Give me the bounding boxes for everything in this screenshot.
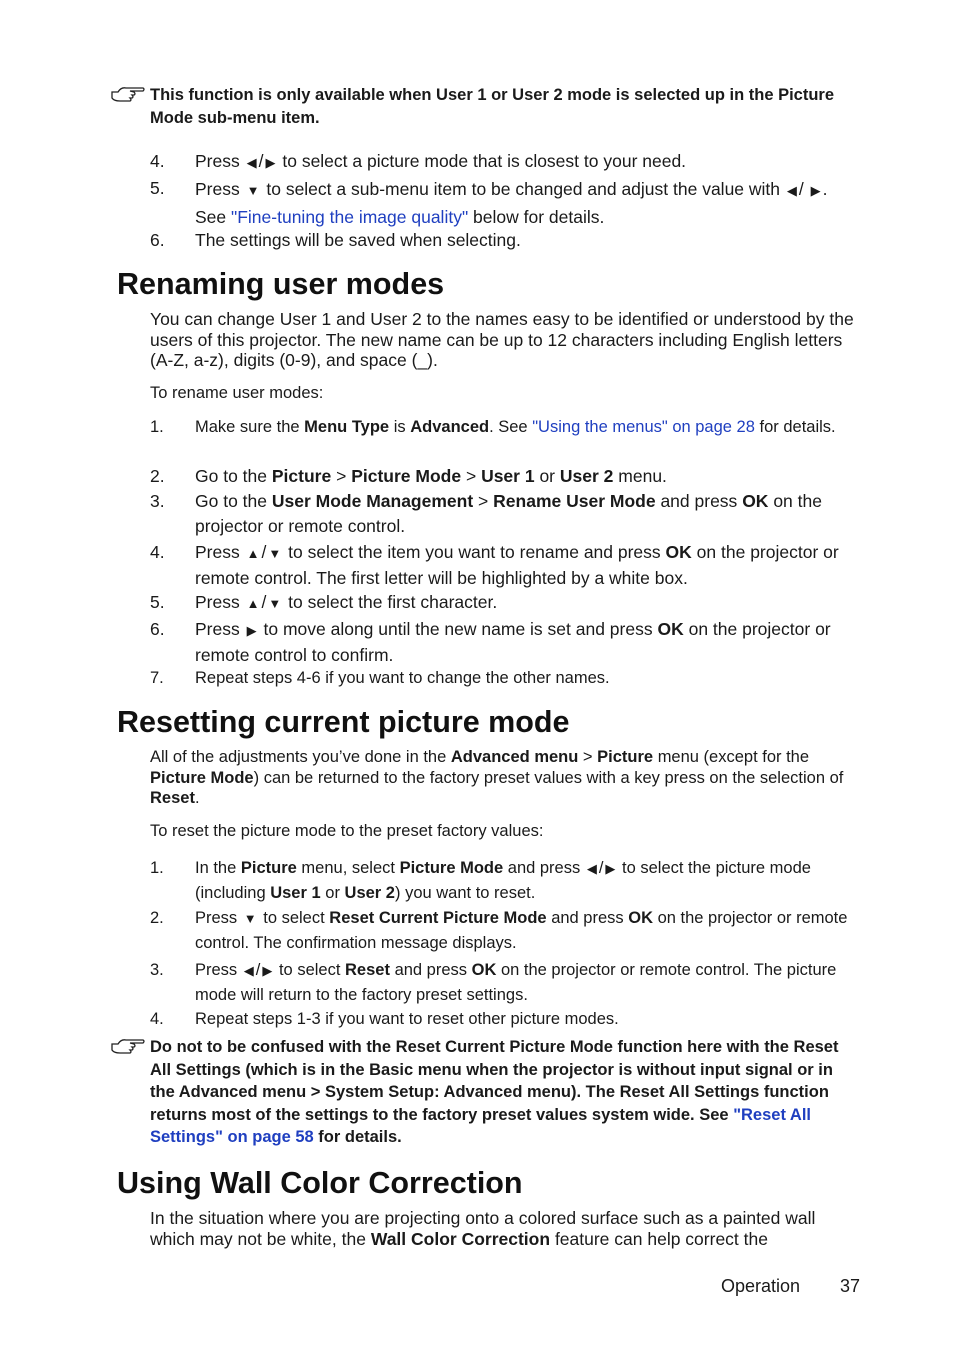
step-6: 6. The settings will be saved when selecting. [150,230,521,250]
heading-resetting-picture-mode: Resetting current picture mode [117,705,570,739]
down-arrow-icon: ▼ [268,546,282,561]
step-4: 4. Press ◀ / ▶ to select a picture mode that is closest to your need. [150,149,860,175]
reset-step-1: 1. In the Picture menu, select Picture Mode and press ◀ / ▶ to select the picture mode (including User 1 or User 2) you want to reset. [150,856,860,906]
note-text: This function is only available when User 1 or User 2 mode is selected up in the Picture Mode sub-menu item. [150,86,835,127]
section2-intro: All of the adjustments you’ve done in the Advanced menu > Picture menu (except for the Picture Mode) can be returned to the factory preset values with a key press on the selection of Reset. [150,748,844,807]
right-arrow-icon: ▶ [265,155,276,170]
right-arrow-icon: ▶ [246,623,257,638]
rename-step-4: 4. Press ▲ / ▼ to select the item you want to rename and press OK on the projector or remote control. The first letter will be highlighted by a white box. [150,542,839,588]
left-arrow-icon: ◀ [246,155,257,170]
right-arrow-icon: ▶ [605,861,616,876]
note-2 [110,1036,855,1149]
rename-step-3: 3. Go to the User Mode Management > Rename User Mode and press OK on the projector or remote control. [150,491,822,536]
up-arrow-icon: ▲ [246,546,260,561]
pointing-hand-icon [110,84,146,106]
section2-lead: To reset the picture mode to the preset factory values: [150,822,544,840]
footer-section: Operation [721,1276,801,1296]
left-arrow-icon: ◀ [243,963,254,978]
left-arrow-icon: ◀ [786,183,797,198]
page-number: 37 [840,1276,861,1296]
down-arrow-icon: ▼ [268,596,282,611]
right-arrow-icon: ▶ [262,963,273,978]
up-arrow-icon: ▲ [246,596,260,611]
section3-intro: In the situation where you are projecting onto a colored surface such as a painted wall which may not be white, the Wall Color Correction feature can help correct the [150,1208,816,1249]
down-arrow-icon: ▼ [246,183,260,198]
link-reset-all-settings[interactable]: "Reset All Settings" on page 58 [150,1105,812,1146]
link-fine-tuning[interactable]: "Fine-tuning the image quality" [231,207,469,227]
reset-step-3: 3. Press ◀ / ▶ to select Reset and press OK on the projector or remote control. The picture mode will return to the factory preset settings. [150,961,837,1004]
rename-step-6: 6. Press ▶ to move along until the new name is set and press OK on the projector or remote control to confirm. [150,619,831,665]
heading-renaming-user-modes: Renaming user modes [117,267,445,301]
rename-step-7: 7. Repeat steps 4-6 if you want to change the other names. [150,669,610,687]
link-using-menus[interactable]: "Using the menus" on page 28 [532,418,755,436]
note-1 [110,84,855,129]
rename-step-2: 2. Go to the Picture > Picture Mode > User 1 or User 2 menu. [150,466,667,486]
rename-step-1: 1. Make sure the Menu Type is Advanced. See "Using the menus" on page 28 for details. [150,418,836,436]
down-arrow-icon: ▼ [243,911,257,926]
section1-intro: You can change User 1 and User 2 to the names easy to be identified or understood by the users of this projector. The new name can be up to 12 characters including English letters (A-Z, a-z), digits (0-9), and space (_). [150,309,854,370]
rename-step-5: 5. Press ▲ / ▼ to select the first character. [150,590,860,616]
reset-step-4: 4. Repeat steps 1-3 if you want to reset other picture modes. [150,1010,619,1028]
section1-lead: To rename user modes: [150,384,324,402]
pointing-hand-icon [110,1036,146,1058]
heading-wall-color-correction: Using Wall Color Correction [117,1166,523,1200]
step-5: 5. Press ▼ to select a sub-menu item to be changed and adjust the value with ◀ / ▶ . See "Fine-tuning the image quality" below for details. [150,178,828,227]
left-arrow-icon: ◀ [586,861,597,876]
right-arrow-icon: ▶ [810,183,821,198]
note-text: Do not to be confused with the Reset Current Picture Mode function here with the Reset All Settings (which is in the Basic menu when the projector is without input signal or in the Advanced menu > System Setup: Advanced menu). The Reset All Settings function returns most of the settings to the factory preset values system wide. See "Reset All Settings" on page 58 for details. [150,1038,839,1146]
reset-step-2: 2. Press ▼ to select Reset Current Picture Mode and press OK on the projector or remote control. The confirmation message displays. [150,906,860,956]
